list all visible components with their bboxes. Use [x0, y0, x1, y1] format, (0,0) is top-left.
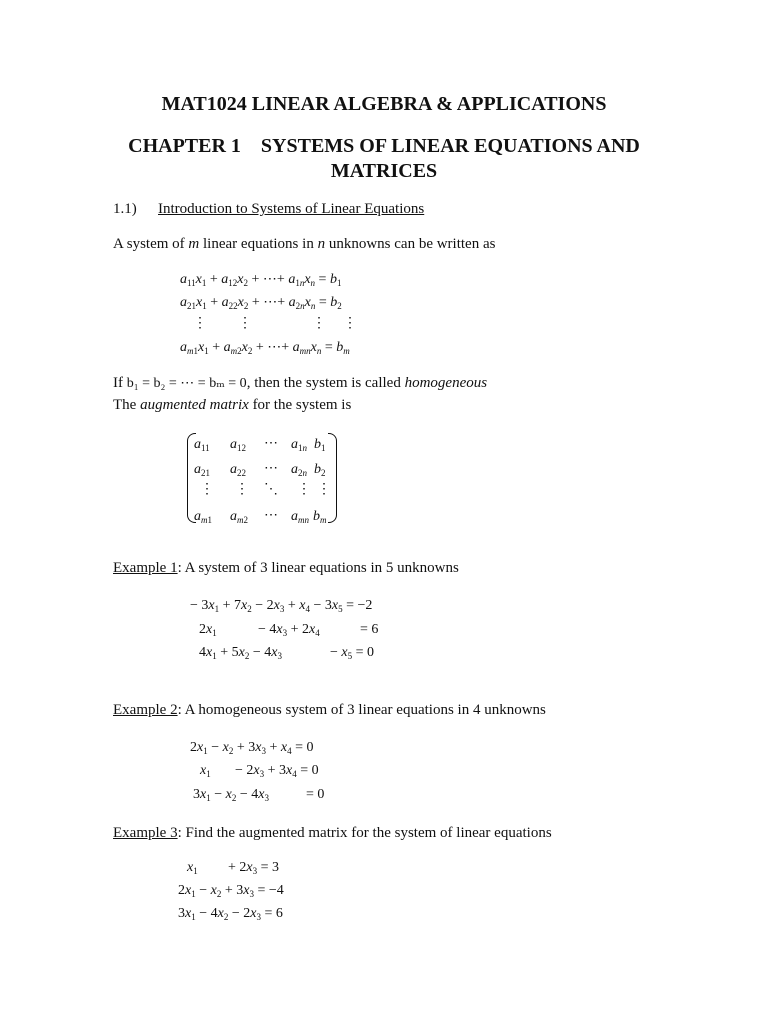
chapter-title-line2: MATRICES: [330, 160, 438, 182]
example1-heading: Example 1: A system of 3 linear equations in 5 unknowns: [113, 560, 459, 576]
general-eq-dots: ⋮: [238, 316, 252, 331]
homogeneous-definition: If b₁ = b₂ = ⋯ = bₘ = 0, then the system is called homogeneous: [113, 375, 488, 391]
example1-eq1: − $3x_1 + 7x_2 - 2x_3 + x_4 - 3x_5 = -2$: [190, 598, 373, 614]
augmented-definition: The augmented matrix for the system is: [113, 397, 352, 413]
example3-eq3: $3x_1 - 4x_2 - 2x_3 = 6$: [178, 906, 283, 922]
general-eq-dots: ⋮: [193, 316, 207, 331]
section-number: 1.1): [113, 201, 137, 217]
example2-eq2: − $2x_3 + 3x_4 = 0$: [235, 763, 319, 779]
matrix-cell: $a_{12}$: [230, 437, 246, 453]
matrix-cell: $a_{m1}$: [194, 509, 212, 525]
homogeneous-condition: b₁ = b₂ = ⋯ = bₘ = 0: [126, 376, 247, 391]
matrix-cell: ⋯: [264, 461, 278, 476]
matrix-cell: $b_m$: [313, 509, 327, 525]
matrix-cell: $a_{1n}$: [291, 437, 307, 453]
example1-eq2: = 6: [360, 622, 379, 637]
example3-eq1: $x_1$: [187, 860, 198, 876]
example2-eq3: $3x_1 - x_2 - 4x_3$: [193, 787, 269, 803]
example2-eq2: $x_1$: [200, 763, 211, 779]
chapter-title-line1: CHAPTER 1 SYSTEMS OF LINEAR EQUATIONS AND: [128, 135, 640, 157]
matrix-cell: $a_{m2}$: [230, 509, 248, 525]
example2-heading: Example 2: A homogeneous system of 3 linear equations in 4 unknowns: [113, 702, 546, 718]
matrix-cell: $b_2$: [314, 462, 326, 478]
example3-eq2: $2x_1 - x_2 + 3x_3 = -4$: [178, 883, 284, 899]
general-eq-rowm: $a_{m1}x_1 + a_{m2}x_2$ + ⋯+ $a_{mn}x_n = b_m$: [180, 340, 350, 356]
matrix-cell: ⋯: [264, 436, 278, 451]
general-eq-row1: $a_{11}x_1 + a_{12}x_2$ + ⋯+ $a_{1n}x_n = b_1$: [180, 272, 342, 288]
general-eq-dots: ⋮: [343, 316, 357, 331]
intro-text: A system of m linear equations in n unknowns can be written as: [113, 236, 496, 252]
section-title: Introduction to Systems of Linear Equations: [158, 201, 425, 217]
course-title: MAT1024 LINEAR ALGEBRA & APPLICATIONS: [161, 93, 607, 115]
matrix-cell: $a_{mn}$: [291, 509, 309, 525]
general-eq-row2: $a_{21}x_1 + a_{22}x_2$ + ⋯+ $a_{2n}x_n = b_2$: [180, 295, 342, 311]
example3-eq1: + $2x_3 = 3$: [228, 860, 280, 876]
example1-eq2: $2x_1$: [199, 622, 217, 638]
matrix-cell: ⋮: [297, 482, 311, 497]
matrix-cell: ⋱: [264, 482, 278, 497]
example1-eq3: $4x_1 + 5x_2 - 4x_3$: [199, 645, 282, 661]
example2-eq3: = 0: [306, 787, 325, 802]
matrix-right-bracket: [328, 433, 337, 523]
example1-eq3: − $x_5 = 0$: [330, 645, 375, 661]
matrix-cell: $a_{2n}$: [291, 462, 307, 478]
matrix-cell: ⋮: [200, 482, 214, 497]
example2-eq1: $2x_1 - x_2 + 3x_3 + x_4 = 0$: [190, 740, 314, 756]
matrix-cell: ⋯: [264, 508, 278, 523]
matrix-cell: $a_{21}$: [194, 462, 210, 478]
matrix-cell: $b_1$: [314, 437, 326, 453]
matrix-cell: $a_{22}$: [230, 462, 246, 478]
matrix-cell: $a_{11}$: [194, 437, 210, 453]
example1-eq2: − $4x_3 + 2x_4$: [258, 622, 320, 638]
example3-heading: Example 3: Find the augmented matrix for the system of linear equations: [113, 825, 552, 841]
matrix-cell: ⋮: [317, 482, 331, 497]
matrix-cell: ⋮: [235, 482, 249, 497]
general-eq-dots: ⋮: [312, 316, 326, 331]
